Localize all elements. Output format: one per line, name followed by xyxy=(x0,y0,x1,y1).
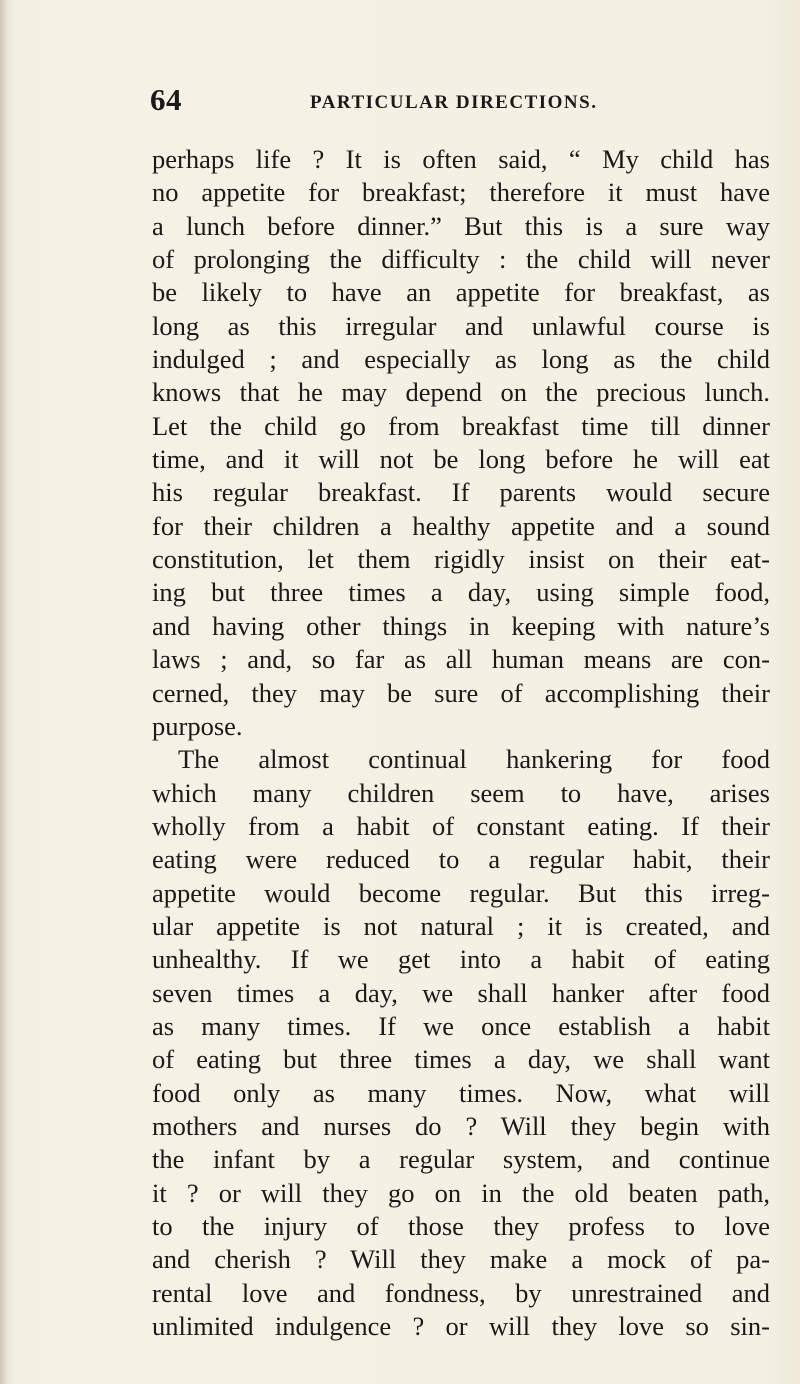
body-text xyxy=(152,143,770,1343)
paragraph-first-line: The almost continual hankering for food xyxy=(178,744,770,775)
text-line: eating were reduced to a regular habit, their xyxy=(152,844,770,875)
text-line: for their children a healthy appetite and a sound xyxy=(152,510,770,541)
running-head: PARTICULAR DIRECTIONS. xyxy=(310,92,598,113)
text-line: the infant by a regular system, and continue xyxy=(152,1144,770,1175)
text-line: laws ; and, so far as all human means are con- xyxy=(152,644,770,675)
text-line: long as this irregular and unlawful course is xyxy=(152,310,770,341)
text-line: rental love and fondness, by unrestrained and xyxy=(152,1277,770,1308)
text-line: ing but three times a day, using simple food, xyxy=(152,577,770,608)
text-line: wholly from a habit of constant eating. If their xyxy=(152,810,770,841)
paragraph-last-line: purpose. xyxy=(152,710,243,741)
text-line: to the injury of those they profess to love xyxy=(152,1211,770,1241)
text-line: constitution, let them rigidly insist on their eat- xyxy=(152,544,770,575)
text-line: unhealthy. If we get into a habit of eating xyxy=(152,944,770,975)
text-line: no appetite for breakfast; therefore it must have xyxy=(152,177,770,208)
text-line: of prolonging the difficulty : the child will never xyxy=(152,244,770,275)
text-line: it ? or will they go on in the old beaten path, xyxy=(152,1177,770,1208)
text-line: which many children seem to have, arises xyxy=(152,777,770,808)
page-number: 64 xyxy=(150,82,182,117)
text-line: appetite would become regular. But this irreg- xyxy=(152,877,770,908)
text-line: cerned, they may be sure of accomplishing their xyxy=(152,677,770,708)
text-line: time, and it will not be long before he will eat xyxy=(152,444,770,475)
text-line: be likely to have an appetite for breakfast, as xyxy=(152,277,770,308)
text-line: of eating but three times a day, we shall want xyxy=(152,1044,770,1075)
page-header xyxy=(150,82,770,118)
text-line: as many times. If we once establish a habit xyxy=(152,1010,770,1041)
text-line: a lunch before dinner.” But this is a sure way xyxy=(152,210,770,241)
text-line: indulged ; and especially as long as the child xyxy=(152,344,770,375)
text-line: Let the child go from breakfast time till dinner xyxy=(152,410,770,441)
text-line: knows that he may depend on the precious lunch. xyxy=(152,377,770,408)
text-line: ular appetite is not natural ; it is created, and xyxy=(152,910,770,941)
text-line: seven times a day, we shall hanker after food xyxy=(152,977,770,1008)
text-line: mothers and nurses do ? Will they begin with xyxy=(152,1110,770,1141)
text-line: food only as many times. Now, what will xyxy=(152,1077,770,1108)
text-line: and having other things in keeping with nature’s xyxy=(152,610,770,641)
page-gutter-shadow xyxy=(0,0,8,1384)
text-line: and cherish ? Will they make a mock of pa- xyxy=(152,1244,770,1275)
text-line: perhaps life ? It is often said, “ My child has xyxy=(152,144,770,174)
text-line: his regular breakfast. If parents would secure xyxy=(152,477,770,508)
text-line: unlimited indulgence ? or will they love so sin- xyxy=(152,1311,770,1342)
